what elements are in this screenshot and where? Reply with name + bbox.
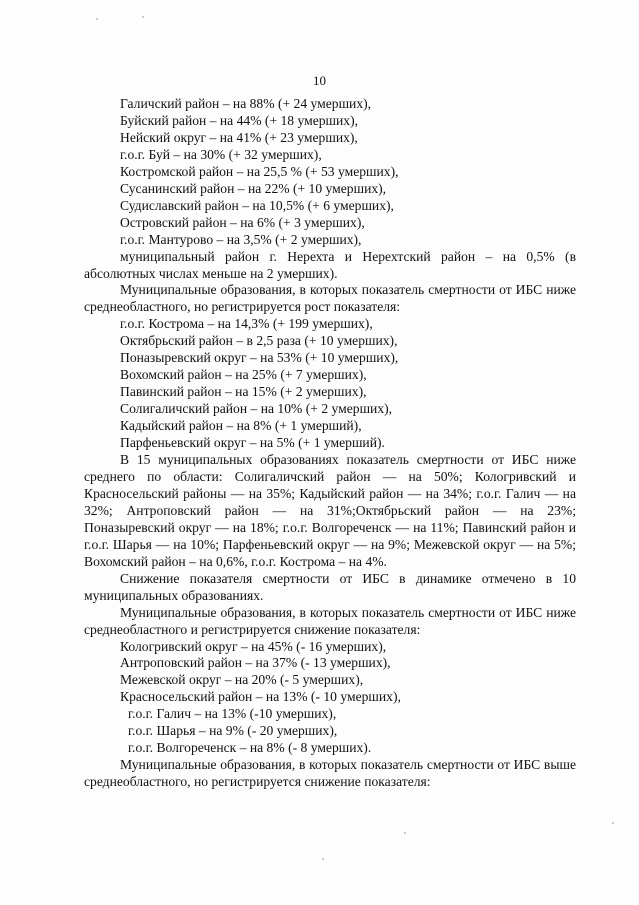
list-item: Галичский район – на 88% (+ 24 умерших),: [120, 96, 372, 111]
list-item: Парфеньевский округ – на 5% (+ 1 умерший).: [120, 435, 385, 451]
list-item: Кадыйский район – на 8% (+ 1 умерший),: [120, 418, 362, 434]
scan-speck: [612, 822, 614, 824]
page-number: 10: [313, 73, 326, 88]
paragraph-15-municipalities: В 15 муниципальных образованиях показатель смертности от ИБС ниже среднего по области: Солигаличский район — на 50%; Кологривский и Красносельский районы — на 35%; Кадыйский район — на 34%; г.о.г. Галич — на 32%; Антроповский район — на 31%;Октябрьский район — на 23%; Поназыревский округ — на 18%; г.о.г. Волгореченск — на 11%; Павинский район и г.о.г. Шарья — на 10%; Парфеньевский округ — на 9%; Межевской округ — на 5%; Вохомский район – на 0,6%, г.о.г. Кострома – на 4%.: [84, 452, 576, 569]
document-body: [84, 96, 576, 791]
list-item: г.о.г. Мантурово – на 3,5% (+ 2 умерших),: [120, 231, 362, 247]
scan-speck: [96, 18, 98, 20]
list-item: Островский район – на 6% (+ 3 умерших),: [120, 214, 365, 230]
list-item: Сусанинский район – на 22% (+ 10 умерших),: [120, 180, 387, 196]
list-item: г.о.г. Кострома – на 14,3% (+ 199 умерших),: [120, 316, 373, 332]
list-item: Кологривский округ – на 45% (- 16 умерших),: [120, 638, 387, 654]
list-item: Поназыревский округ – на 53% (+ 10 умерших),: [120, 350, 399, 366]
list-item: Антроповский район – на 37% (- 13 умерших),: [120, 655, 391, 671]
scan-speck: [404, 832, 406, 834]
list-item: Костромской район – на 25,5 % (+ 53 умерших),: [120, 163, 399, 179]
list-item: Межевской округ – на 20% (- 5 умерших),: [120, 672, 364, 688]
list-item: г.о.г. Шарья – на 9% (- 20 умерших),: [128, 723, 338, 739]
scan-speck: [322, 858, 324, 860]
paragraph-growth-below-average: Муниципальные образования, в которых показатель смертности от ИБС ниже среднеобластного, но регистрируется рост показателя:: [84, 282, 576, 315]
list-item: Вохомский район – на 25% (+ 7 умерших),: [120, 367, 367, 383]
list-item: Судиславский район – на 10,5% (+ 6 умерших),: [120, 197, 394, 213]
list-item: Буйский район – на 44% (+ 18 умерших),: [120, 112, 359, 128]
list-item: Павинский район – на 15% (+ 2 умерших),: [120, 384, 367, 400]
list-item: Солигаличский район – на 10% (+ 2 умерших),: [120, 401, 393, 417]
list-item: г.о.г. Галич – на 13% (-10 умерших),: [128, 706, 337, 722]
paragraph-decrease-below-average: Муниципальные образования, в которых показатель смертности от ИБС ниже среднеобластного и регистрируется снижение показателя:: [84, 604, 576, 637]
list-item: Красносельский район – на 13% (- 10 умерших),: [120, 689, 401, 705]
paragraph-nerekhta: муниципальный район г. Нерехта и Нерехтский район – на 0,5% (в абсолютных числах меньше на 2 умерших).: [84, 248, 576, 281]
paragraph-decrease-summary: Снижение показателя смертности от ИБС в динамике отмечено в 10 муниципальных образованиях.: [84, 570, 576, 603]
list-item: г.о.г. Буй – на 30% (+ 32 умерших),: [120, 146, 322, 162]
paragraph-decrease-above-average: Муниципальные образования, в которых показатель смертности от ИБС выше среднеобластного, но регистрируется снижение показателя:: [84, 757, 576, 790]
list-item: Октябрьский район – в 2,5 раза (+ 10 умерших),: [120, 333, 398, 349]
list-item: г.о.г. Волгореченск – на 8% (- 8 умерших).: [128, 740, 372, 756]
scan-speck: [142, 16, 144, 18]
list-item: Нейский округ – на 41% (+ 23 умерших),: [120, 129, 358, 145]
